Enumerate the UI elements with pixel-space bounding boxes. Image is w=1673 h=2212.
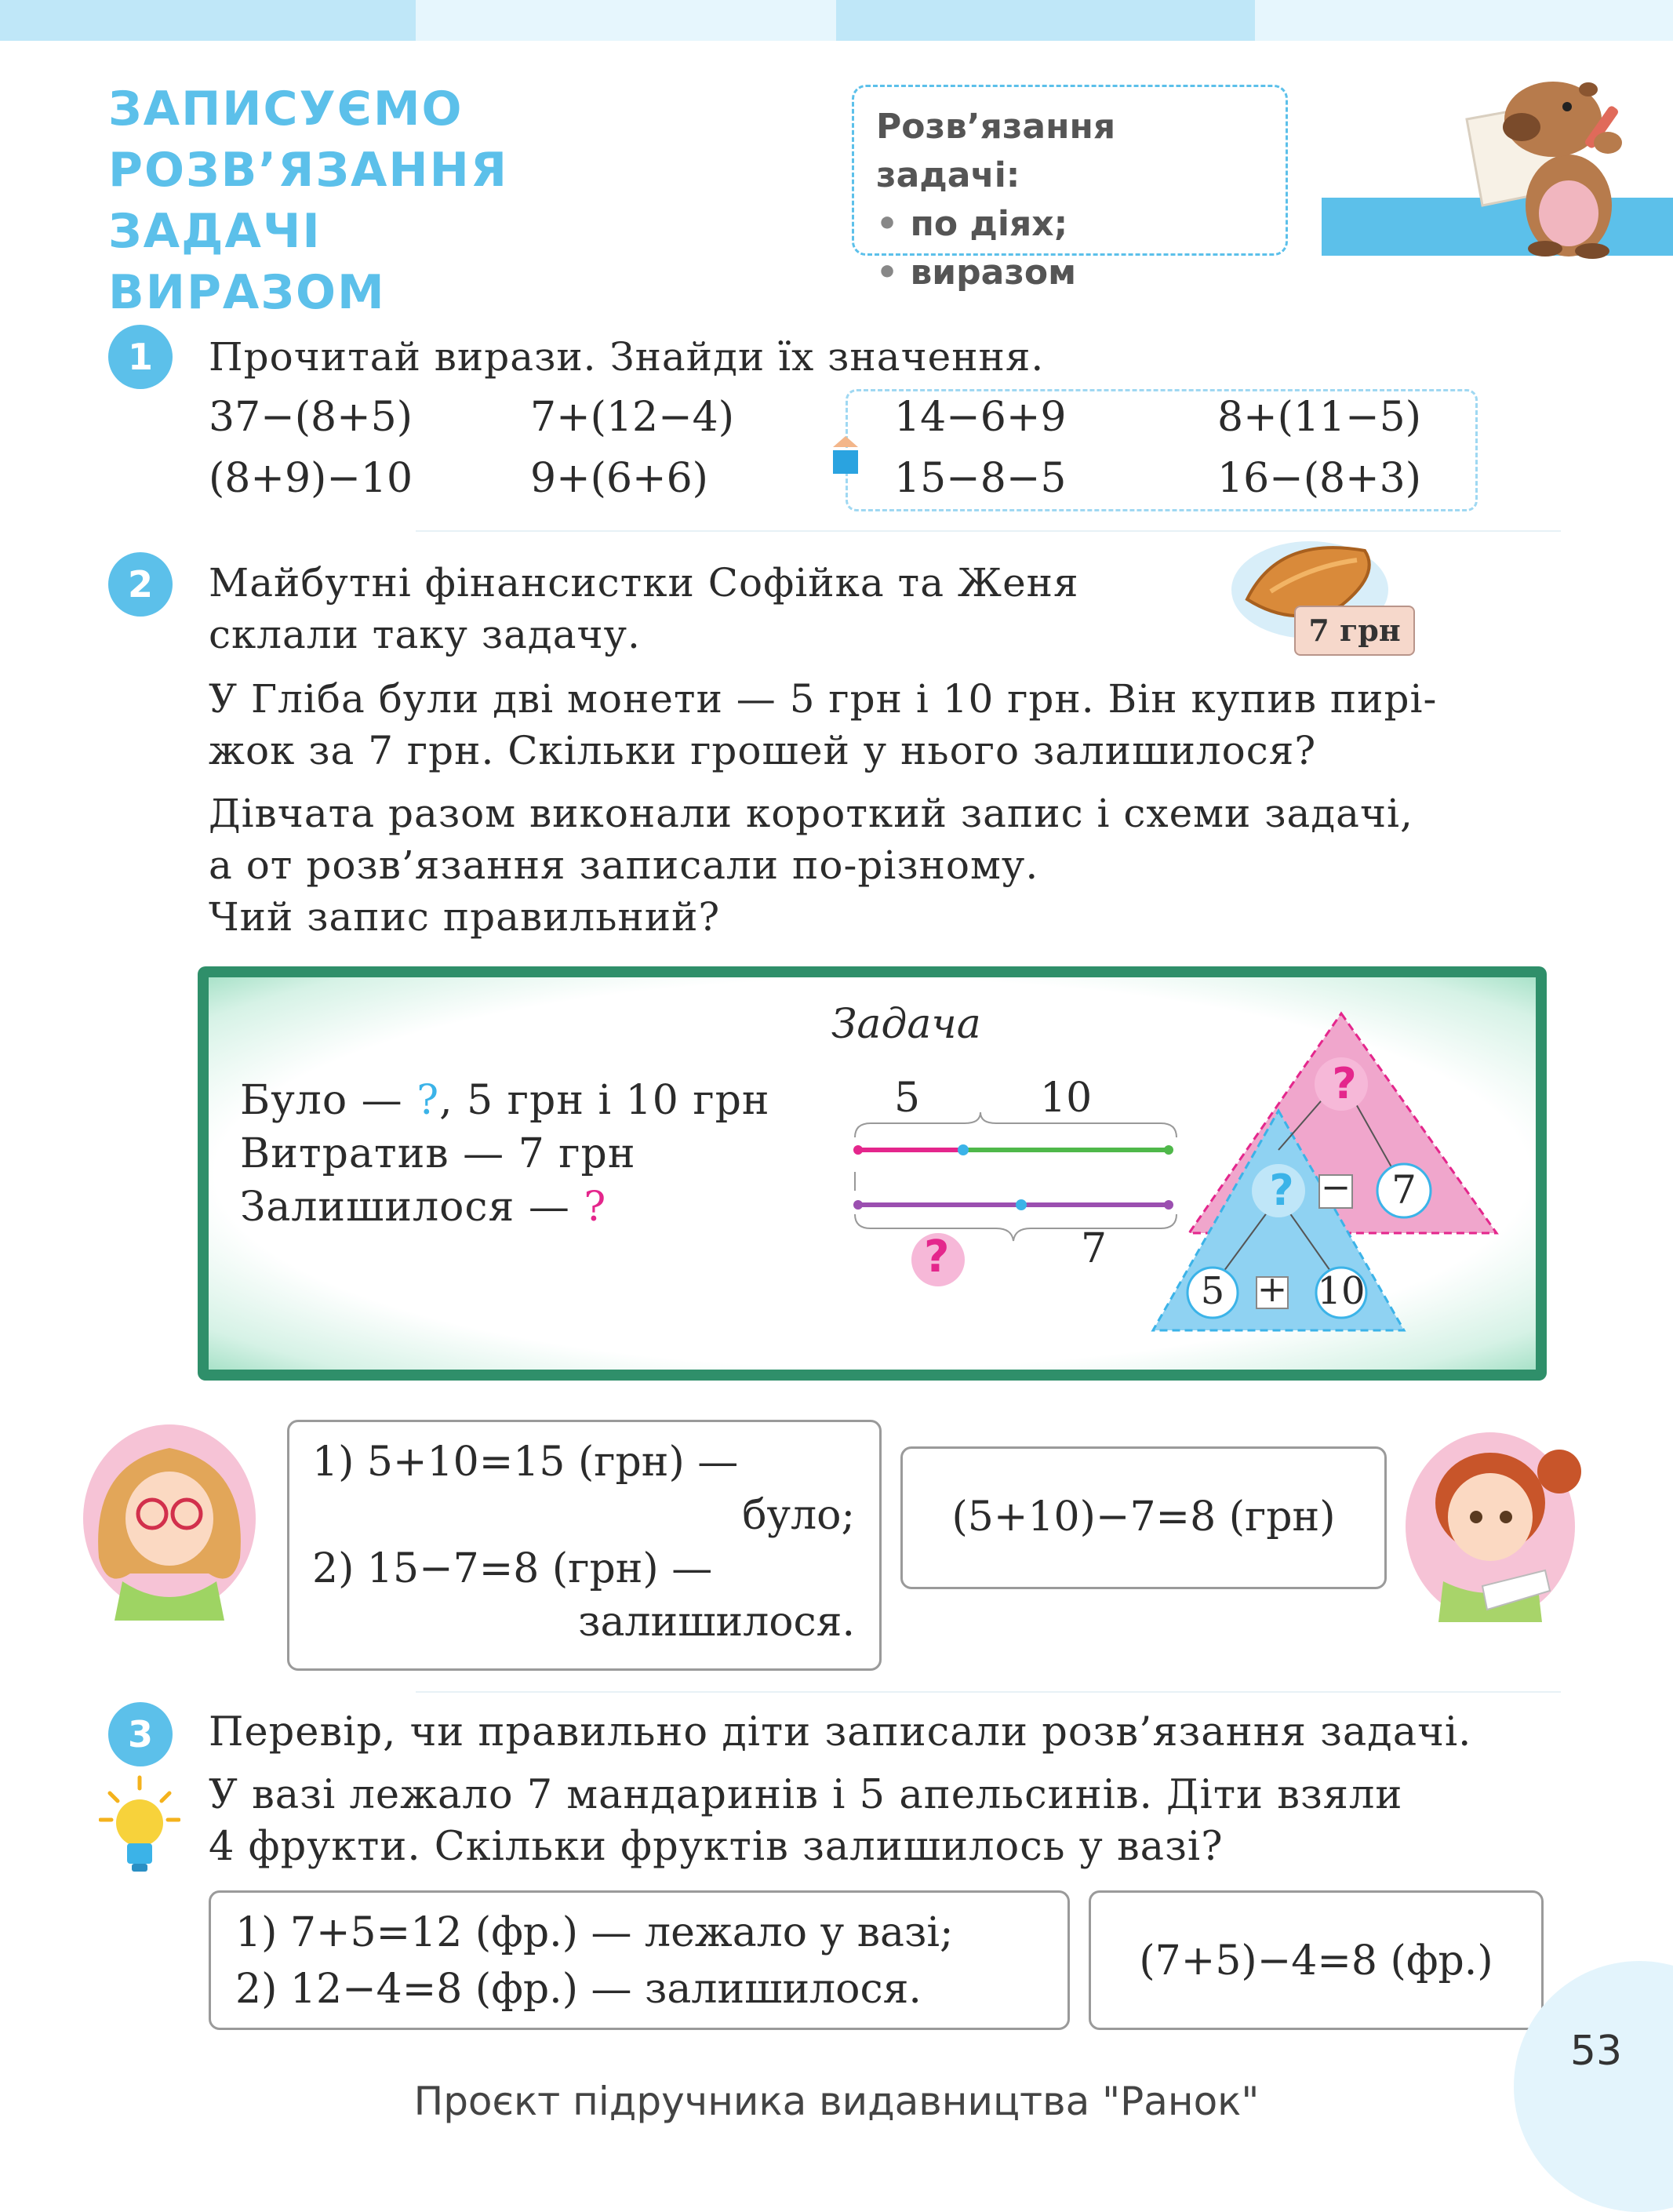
triangle-five: 5 bbox=[1200, 1269, 1225, 1313]
solution-line: 1) 7+5=12 (фр.) — лежало у вазі; bbox=[235, 1909, 954, 1956]
expression: (8+9)−10 bbox=[209, 455, 413, 502]
expression: 8+(11−5) bbox=[1217, 394, 1422, 441]
board-line-left: Залишилося — ? bbox=[240, 1184, 607, 1231]
task2-question: Дівчата разом виконали короткий запис і схеми задачі, а от розв’язання записали по-різному. Чий запис правильний? bbox=[209, 791, 1413, 940]
triangle-ten: 10 bbox=[1317, 1269, 1366, 1313]
task3-prompt: Перевір, чи правильно діти записали розв’язання задачі. bbox=[209, 1709, 1472, 1755]
segment-label-7: 7 bbox=[1081, 1225, 1107, 1272]
price-tag: 7 грн bbox=[1294, 606, 1415, 656]
girl-with-glasses-illustration bbox=[75, 1417, 264, 1621]
segment-label-5: 5 bbox=[894, 1075, 921, 1122]
triangle-minus: − bbox=[1320, 1166, 1351, 1208]
solution-line: було; bbox=[742, 1492, 855, 1539]
task2-intro: Майбутні фінансистки Софійка та Женя склали таку задачу. bbox=[209, 560, 1079, 657]
tip-item: • виразом bbox=[876, 249, 1264, 297]
board-title: Задача bbox=[831, 1001, 981, 1048]
expression: 7+(12−4) bbox=[530, 394, 735, 441]
solution-expression: (5+10)−7=8 (грн) bbox=[951, 1493, 1336, 1541]
solution-line: 1) 5+10=15 (грн) — bbox=[312, 1439, 739, 1486]
tip-title: Розв’язання задачі: bbox=[876, 107, 1116, 195]
footer-publisher-note: Проєкт підручника видавництва "Ранок" bbox=[413, 2079, 1260, 2124]
page-title: ЗАПИСУЄМО РОЗВ’ЯЗАННЯ ЗАДАЧІ ВИРАЗОМ bbox=[108, 82, 509, 320]
bookmark-icon bbox=[827, 430, 864, 478]
board-line-was: Було — ?, 5 грн і 10 грн bbox=[240, 1077, 770, 1124]
tip-item: • по діях; bbox=[876, 200, 1264, 249]
solution-line: 2) 15−7=8 (грн) — bbox=[312, 1545, 713, 1592]
task3-problem: У вазі лежало 7 мандаринів і 5 апельсинів. Діти взяли 4 фрукти. Скільки фруктів залишилось у вазі? bbox=[209, 1772, 1403, 1870]
page-number: 53 bbox=[1569, 2028, 1623, 2075]
segment-label-10: 10 bbox=[1040, 1075, 1093, 1122]
solution-expression: (7+5)−4=8 (фр.) bbox=[1139, 1937, 1493, 1985]
task1-prompt: Прочитай вирази. Знайди їх значення. bbox=[209, 334, 1045, 380]
expression: 16−(8+3) bbox=[1217, 455, 1422, 502]
task-number-badge: 2 bbox=[108, 552, 173, 617]
triangle-plus: + bbox=[1257, 1268, 1288, 1310]
triangle-top-question: ? bbox=[1332, 1059, 1357, 1108]
task-number-badge: 3 bbox=[108, 1702, 173, 1766]
expression: 15−8−5 bbox=[894, 455, 1067, 502]
expression: 14−6+9 bbox=[894, 394, 1067, 441]
divider bbox=[416, 1691, 1561, 1693]
triangle-mid-question: ? bbox=[1269, 1166, 1294, 1215]
segment-question-mark: ? bbox=[924, 1232, 950, 1282]
expression: 37−(8+5) bbox=[209, 394, 413, 441]
capybara-mascot-illustration bbox=[1459, 49, 1647, 260]
lightbulb-icon bbox=[99, 1774, 180, 1879]
expression: 9+(6+6) bbox=[530, 455, 708, 502]
board-line-spent: Витратив — 7 грн bbox=[240, 1130, 636, 1177]
task-number-badge: 1 bbox=[108, 325, 173, 389]
task2-problem: У Гліба були дві монети — 5 грн і 10 грн. Він купив пирі- жок за 7 грн. Скільки грошей у нього залишилося? bbox=[209, 676, 1438, 773]
top-color-bar bbox=[0, 0, 1673, 41]
tip-box bbox=[852, 85, 1288, 293]
triangle-seven: 7 bbox=[1391, 1167, 1417, 1213]
solution-line: 2) 12−4=8 (фр.) — залишилося. bbox=[235, 1966, 922, 2013]
girl-red-hair-illustration bbox=[1388, 1417, 1592, 1628]
solution-line: залишилося. bbox=[578, 1599, 855, 1646]
